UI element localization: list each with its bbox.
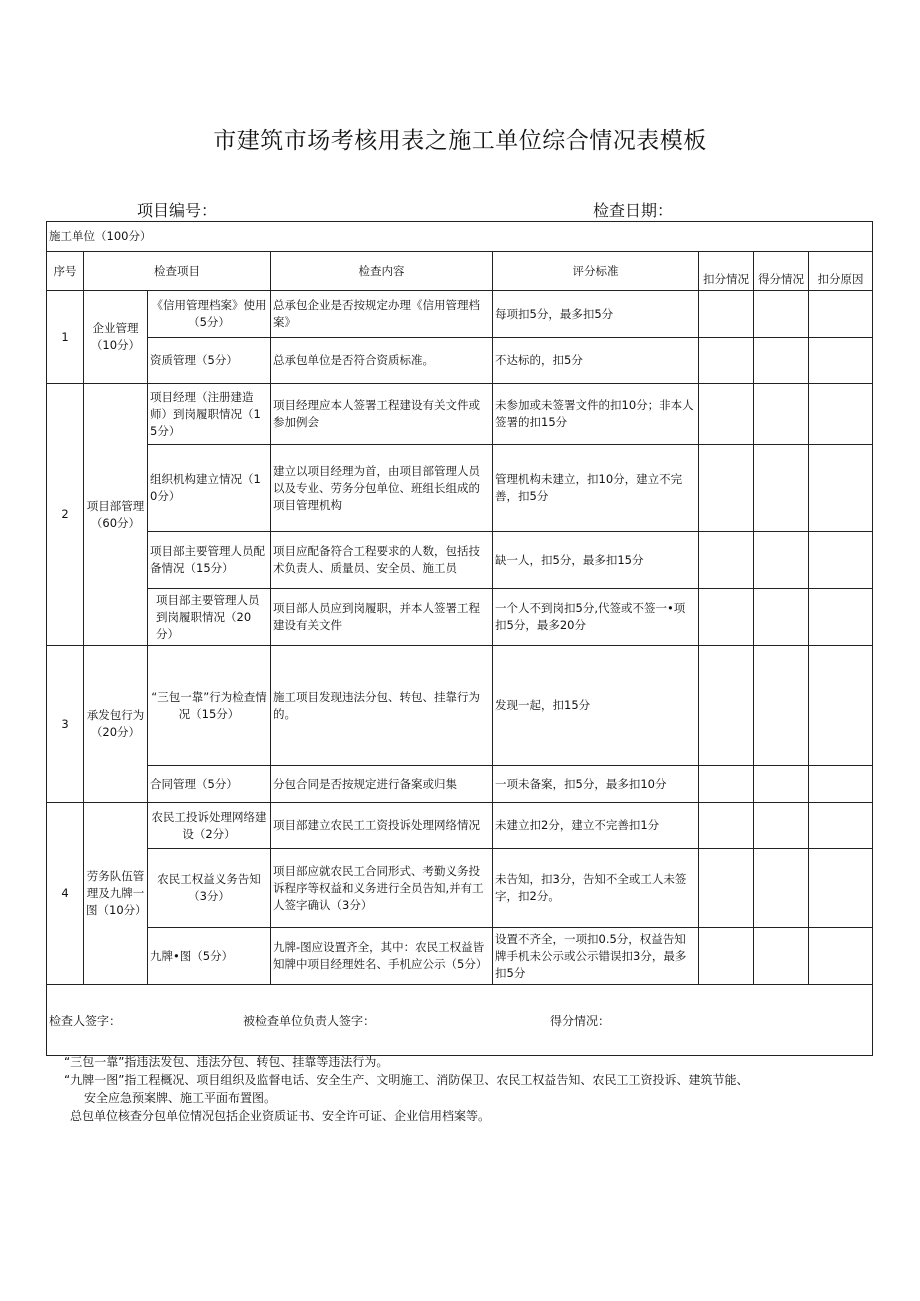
- scoring-standard: 不达标的，扣5分: [493, 338, 699, 384]
- check-content: 分包合同是否按规定进行备案或归集: [271, 766, 493, 803]
- scoring-standard: 管理机构未建立，扣10分，建立不完善，扣5分: [493, 445, 699, 532]
- table-row: [47, 338, 873, 384]
- table-row: [47, 928, 873, 985]
- check-item: 九牌•图（5分）: [148, 928, 271, 985]
- deduct-cell[interactable]: [699, 338, 754, 384]
- reason-cell[interactable]: [809, 291, 873, 338]
- table-row: [47, 646, 873, 766]
- page-title: 市建筑市场考核用表之施工单位综合情况表模板: [213, 128, 707, 154]
- evaluation-table: [46, 221, 873, 1056]
- deduct-cell[interactable]: [699, 532, 754, 589]
- header-deduct: 扣分情况: [699, 252, 754, 291]
- check-item: 组织机构建立情况（10分）: [148, 445, 271, 532]
- deduct-cell[interactable]: [699, 849, 754, 928]
- score-cell[interactable]: [754, 291, 809, 338]
- reason-cell[interactable]: [809, 849, 873, 928]
- check-item: 项目部主要管理人员到岗履职情况（20分）: [148, 589, 271, 646]
- table-row: [47, 589, 873, 646]
- scoring-standard: 一个人不到岗扣5分,代签或不签一•项扣5分，最多20分: [493, 589, 699, 646]
- reason-cell[interactable]: [809, 532, 873, 589]
- header-score: 得分情况: [754, 252, 809, 291]
- scoring-standard: 发现一起，扣15分: [493, 646, 699, 766]
- check-content: 项目部建立农民工工资投诉处理网络情况: [271, 803, 493, 849]
- score-label: 得分情况：: [550, 1014, 611, 1028]
- score-cell[interactable]: [754, 849, 809, 928]
- scoring-standard: 未建立扣2分，建立不完善扣1分: [493, 803, 699, 849]
- check-content: 项目应配备符合工程要求的人数，包括技术负责人、质量员、安全员、施工员: [271, 532, 493, 589]
- footnote: 总包单位核查分包单位情况包括企业资质证书、安全许可证、企业信用档案等。: [70, 1109, 491, 1123]
- scoring-standard: 每项扣5分，最多扣5分: [493, 291, 699, 338]
- table-row: [47, 384, 873, 445]
- score-cell[interactable]: [754, 803, 809, 849]
- table-row: [47, 766, 873, 803]
- score-cell[interactable]: [754, 338, 809, 384]
- check-item: 合同管理（5分）: [148, 766, 271, 803]
- scoring-standard: 未告知，扣3分，告知不全或工人未签字，扣2分。: [493, 849, 699, 928]
- scoring-standard: 缺一人，扣5分，最多扣15分: [493, 532, 699, 589]
- deduct-cell[interactable]: [699, 445, 754, 532]
- score-cell[interactable]: [754, 646, 809, 766]
- check-item: 农民工投诉处理网络建设（2分）: [148, 803, 271, 849]
- reason-cell[interactable]: [809, 766, 873, 803]
- reason-cell[interactable]: [809, 445, 873, 532]
- project-no-label: 项目编号：: [137, 201, 218, 220]
- header-content: 检查内容: [271, 252, 493, 291]
- group-name: 劳务队伍管理及九牌一图（10分）: [84, 803, 148, 985]
- deduct-cell[interactable]: [699, 928, 754, 985]
- deduct-cell[interactable]: [699, 291, 754, 338]
- scoring-standard: 设置不齐全，一项扣0.5分，权益告知牌手机未公示或公示错误扣3分，最多扣5分: [493, 928, 699, 985]
- check-item: “三包一靠”行为检查情况（15分）: [148, 646, 271, 766]
- check-content: 项目部人员应到岗履职，并本人签署工程建设有关文件: [271, 589, 493, 646]
- footnote: “九牌一图”指工程概况、项目组织及监督电话、安全生产、文明施工、消防保卫、农民工权益告知、农民工工资投诉、建筑节能、: [64, 1073, 749, 1087]
- group-seq: 3: [47, 646, 84, 803]
- score-cell[interactable]: [754, 532, 809, 589]
- check-item: 资质管理（5分）: [148, 338, 271, 384]
- check-content: 九牌-图应设置齐全，其中：农民工权益皆知牌中项目经理姓名、手机应公示（5分）: [271, 928, 493, 985]
- table-row: [47, 532, 873, 589]
- reason-cell[interactable]: [809, 928, 873, 985]
- group-name: 企业管理（10分）: [84, 291, 148, 384]
- header-item: 检查项目: [84, 252, 271, 291]
- header-seq: 序号: [47, 252, 84, 291]
- inspector-signature-label: 检查人签字：: [49, 1014, 122, 1028]
- signature-row: [47, 985, 873, 1056]
- table-row: [47, 291, 873, 338]
- reason-cell[interactable]: [809, 384, 873, 445]
- reason-cell[interactable]: [809, 646, 873, 766]
- check-content: 项目经理应本人签署工程建设有关文件或参加例会: [271, 384, 493, 445]
- check-date-label: 检查日期：: [593, 201, 674, 220]
- deduct-cell[interactable]: [699, 384, 754, 445]
- header-reason: 扣分原因: [809, 252, 873, 291]
- check-item: 项目经理（注册建造师）到岗履职情况（15分）: [148, 384, 271, 445]
- reason-cell[interactable]: [809, 338, 873, 384]
- deduct-cell[interactable]: [699, 589, 754, 646]
- score-cell[interactable]: [754, 928, 809, 985]
- check-item: 农民工权益义务告知（3分）: [148, 849, 271, 928]
- check-item: 项目部主要管理人员配备情况（15分）: [148, 532, 271, 589]
- check-item: 《信用管理档案》使用（5分）: [148, 291, 271, 338]
- score-cell[interactable]: [754, 589, 809, 646]
- scoring-standard: 一项未备案，扣5分，最多扣10分: [493, 766, 699, 803]
- footnotes: [64, 1053, 854, 1125]
- table-row: [47, 445, 873, 532]
- reason-cell[interactable]: [809, 803, 873, 849]
- check-content: 项目部应就农民工合同形式、考勤义务投诉程序等权益和义务进行全员告知,并有工人签字确认（3分）: [271, 849, 493, 928]
- table-row: [47, 803, 873, 849]
- check-content: 施工项目发现违法分包、转包、挂靠行为的。: [271, 646, 493, 766]
- group-seq: 2: [47, 384, 84, 646]
- footnote: 安全应急预案牌、施工平面布置图。: [84, 1091, 277, 1105]
- deduct-cell[interactable]: [699, 646, 754, 766]
- unit-head-signature-label: 被检查单位负责人签字：: [243, 1014, 376, 1028]
- table-row: [47, 849, 873, 928]
- group-seq: 4: [47, 803, 84, 985]
- score-cell[interactable]: [754, 445, 809, 532]
- reason-cell[interactable]: [809, 589, 873, 646]
- check-content: 总承包单位是否符合资质标准。: [271, 338, 493, 384]
- deduct-cell[interactable]: [699, 766, 754, 803]
- scoring-standard: 未参加或未签署文件的扣10分；非本人签署的扣15分: [493, 384, 699, 445]
- group-name: 项目部管理（60分）: [84, 384, 148, 646]
- footnote: “三包一靠”指违法发包、违法分包、转包、挂靠等违法行为。: [64, 1055, 389, 1069]
- score-cell[interactable]: [754, 384, 809, 445]
- header-standard: 评分标准: [493, 252, 699, 291]
- check-content: 建立以项目经理为首，由项目部管理人员以及专业、劳务分包单位、班组长组成的项目管理机构: [271, 445, 493, 532]
- deduct-cell[interactable]: [699, 803, 754, 849]
- group-name: 承发包行为（20分）: [84, 646, 148, 803]
- unit-label: 施工单位（100分）: [47, 222, 873, 252]
- check-content: 总承包企业是否按规定办理《信用管理档案》: [271, 291, 493, 338]
- score-cell[interactable]: [754, 766, 809, 803]
- group-seq: 1: [47, 291, 84, 384]
